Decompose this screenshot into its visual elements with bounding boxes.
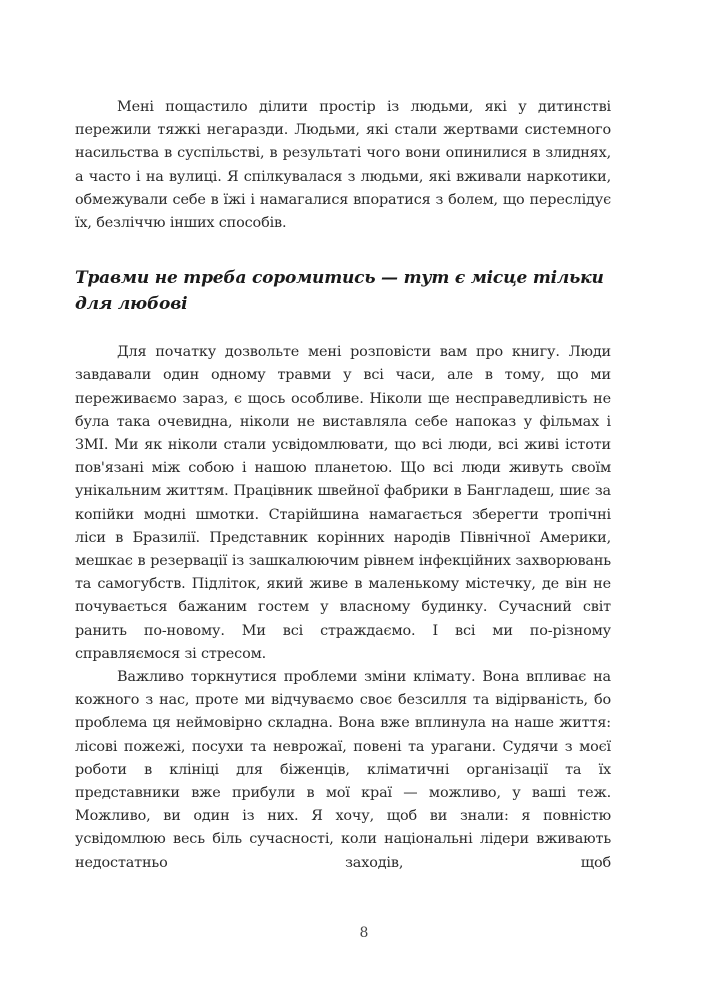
document-page — [75, 96, 611, 875]
body-paragraph-1: Для початку дозвольте мені розповісти вам про книгу. Люди завдавали один одному травми у всі часи, але в тому, що ми переживаємо зараз, є щось особливе. Ніколи ще несправедливість не була така очевидна, ніколи не виставляла себе напоказ у фільмах і ЗМІ. Ми як ніколи стали усвідомлювати, що всі люди, всі живі істоти пов'язані між собою і нашою планетою. Що всі люди живуть своїм унікальним життям. Працівник швейної фабрики в Бангладеш, шиє за копійки модні шмотки. Старійшина намагається зберегти тропічні ліси в Бразилії. Представник корінних народів Північної Америки, мешкає в резервації із зашкалюючим рівнем інфекційних захворювань та самогубств. Підліток, який живе в маленькому містечку, де він не почувається бажаним гостем у власному будинку. Сучасний світ ранить по-новому. Ми всі страждаємо. І всі ми по-різному справляємося зі стресом. — [75, 344, 611, 662]
page-number: 8 — [359, 925, 369, 941]
intro-paragraph: Мені пощастило ділити простір із людьми, які у дитинстві пережили тяжкі негаразди. Людьми, які стали жертвами системного насильства в суспільстві, в результаті чого вони опинилися в злиднях, а часто і на вулиці. Я спілкувалася з людьми, які вживали наркотики, обмежували себе в їжі і намагалися впоратися з болем, що переслідує їх, безліччю інших способів. — [75, 99, 611, 232]
body-paragraph-2: Важливо торкнутися проблеми зміни клімату. Вона впливає на кожного з нас, проте ми відчуваємо своє безсилля та відірваність, бо проблема ця неймовірно складна. Вона вже вплинула на наше життя: лісові пожежі, посухи та неврожаї, повені та урагани. Судячи з моєї роботи в клініці для біженців, кліматичні організації та їх представники вже прибули в мої краї — можливо, у ваші теж. Можливо, ви один із них. Я хочу, щоб ви знали: я повністю усвідомлюю весь біль сучасності, коли національні лідери вживають недостатньо заходів, щоб — [75, 669, 611, 871]
section-heading: Травми не треба соромитись — тут є місце тільки для любові — [75, 268, 604, 315]
